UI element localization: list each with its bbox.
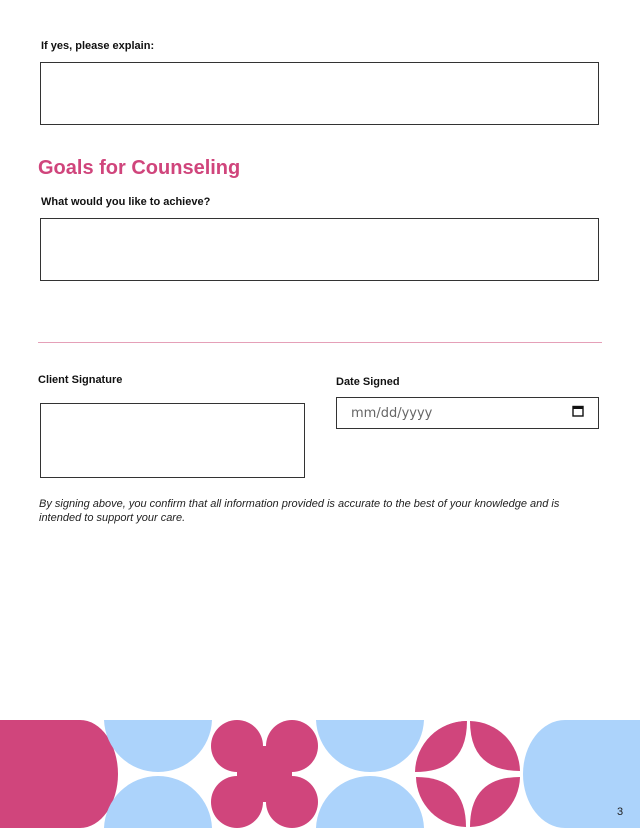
signature-disclaimer: By signing above, you confirm that all information provided is accurate to the best of your knowledge and is intended to support your care.: [39, 498, 560, 524]
page-number: 3: [617, 806, 624, 818]
decorative-footer-pattern: [0, 720, 640, 828]
date-signed-input[interactable]: [336, 397, 599, 429]
achieve-label: What would you like to achieve?: [41, 196, 211, 208]
date-placeholder: mm/dd/yyyy: [351, 405, 433, 421]
explain-label: If yes, please explain:: [41, 40, 155, 52]
section-divider: [38, 342, 602, 343]
achieve-textarea[interactable]: [40, 218, 599, 281]
date-signed-label: Date Signed: [336, 376, 400, 388]
calendar-icon[interactable]: [572, 404, 584, 422]
explain-textarea[interactable]: [40, 62, 599, 125]
goals-heading: Goals for Counseling: [38, 157, 241, 179]
client-signature-label: Client Signature: [38, 374, 123, 386]
client-signature-field[interactable]: [40, 403, 305, 478]
